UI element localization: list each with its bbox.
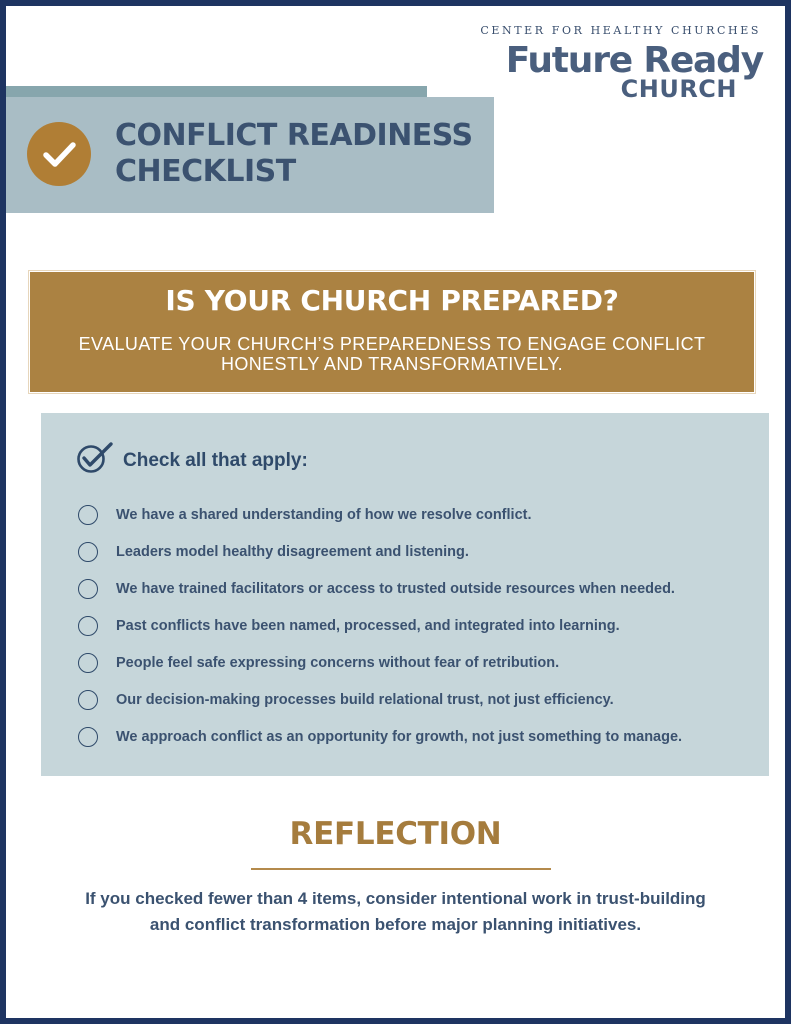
checklist-heading-label: Check all that apply: — [123, 450, 308, 471]
checkbox-circle[interactable] — [78, 653, 98, 673]
checklist-item-label: We approach conflict as an opportunity for growth, not just something to manage. — [116, 729, 683, 745]
callout-box — [30, 272, 754, 392]
checkbox-circle[interactable] — [78, 616, 98, 636]
checklist-item-label: People feel safe expressing concerns without fear of retribution. — [116, 655, 560, 671]
brand-kicker: CENTER FOR HEALTHY CHURCHES — [480, 24, 761, 37]
brand-name: Future Ready — [505, 40, 763, 81]
checklist-item-label: Leaders model healthy disagreement and listening. — [116, 544, 469, 560]
checkbox-circle[interactable] — [78, 505, 98, 525]
checkbox-circle[interactable] — [78, 690, 98, 710]
callout-subtitle: EVALUATE YOUR CHURCH’S PREPAREDNESS TO ENGAGE CONFLICT HONESTLY AND TRANSFORMATIVELY. — [78, 334, 706, 374]
brand-subname: CHURCH — [620, 75, 737, 103]
reflection-title: REFLECTION — [289, 816, 502, 852]
circle-check-icon — [75, 440, 115, 476]
checkbox-circle[interactable] — [78, 579, 98, 599]
callout-title: IS YOUR CHURCH PREPARED? — [165, 284, 619, 317]
checklist-item-label: Our decision-making processes build relational trust, not just efficiency. — [116, 692, 614, 708]
reflection-text: If you checked fewer than 4 items, consider intentional work in trust-building and conflict transformation before major planning initiatives. — [85, 889, 706, 934]
checkbox-circle[interactable] — [78, 727, 98, 747]
checkbox-circle[interactable] — [78, 542, 98, 562]
reflection-divider — [251, 868, 551, 870]
brand-logo — [480, 24, 763, 101]
page-title: CONFLICT READINESS CHECKLIST — [115, 118, 473, 189]
checklist-item-label: Past conflicts have been named, processed, and integrated into learning. — [116, 618, 620, 634]
checklist-item-label: We have a shared understanding of how we resolve conflict. — [116, 507, 532, 523]
check-icon — [27, 122, 91, 186]
checklist-item-label: We have trained facilitators or access to trusted outside resources when needed. — [116, 581, 675, 597]
